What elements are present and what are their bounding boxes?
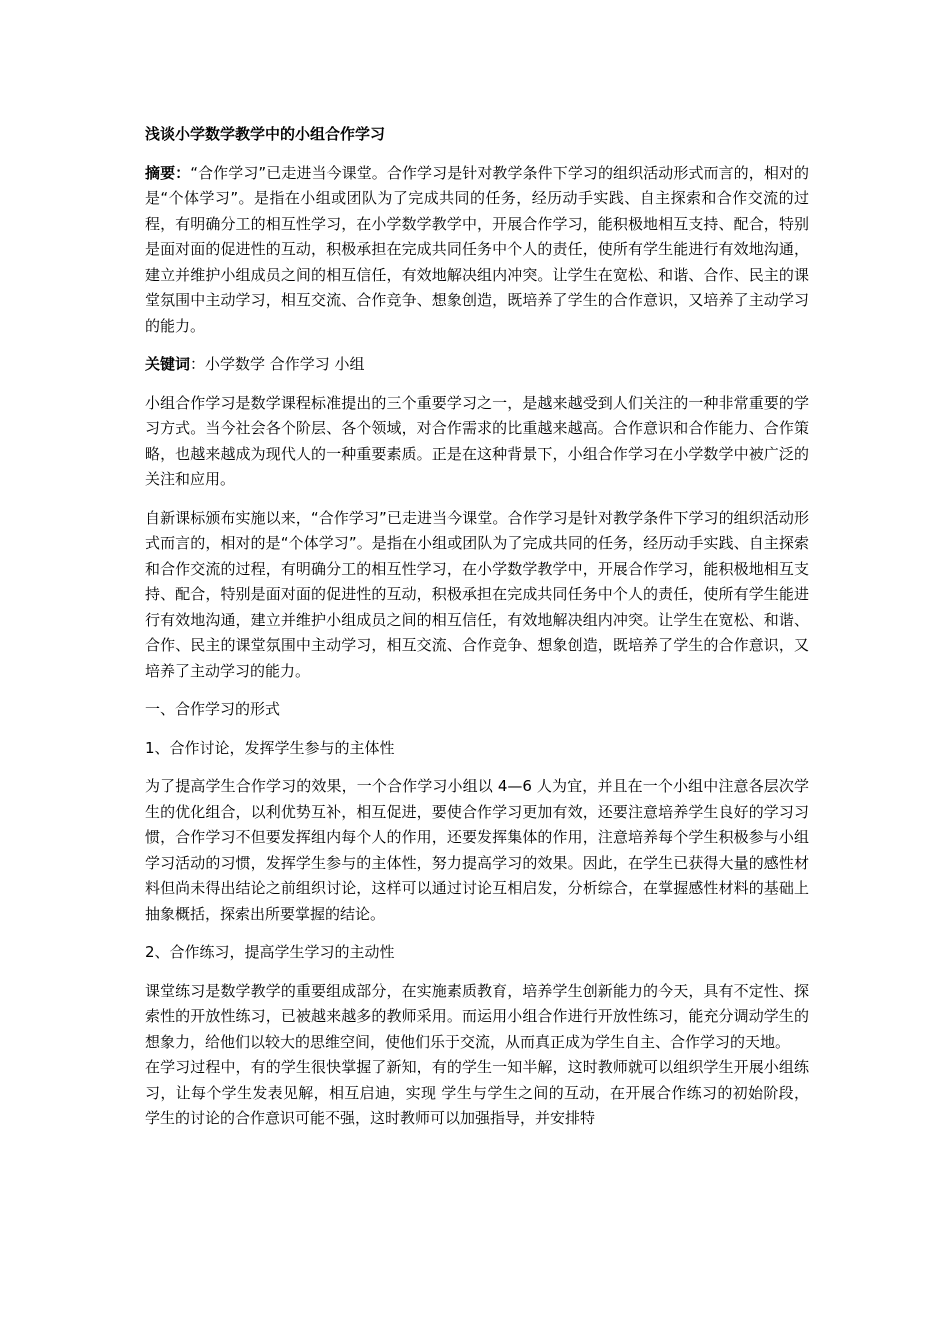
document-title: 浅谈小学数学教学中的小组合作学习 bbox=[145, 125, 386, 143]
body-paragraph: 为了提高学生合作学习的效果，一个合作学习小组以 4—6 人为宜，并且在一个小组中注意各层次学生的优化组合，以利优势互补，相互促进，要使合作学习更加有效，还要注意培养学生良好的学习习惯，合作学习不但要发挥组内每个人的作用，还要发挥集体的作用，注意培养每个学生积极参与小组学习活动的习惯，发挥学生参与的主体性，努力提高学习的效果。因此，在学生已获得大量的感性材料但尚未得出结论之前组织讨论，这样可以通过讨论互相启发，分析综合，在掌握感性材料的基础上抽象概括，探索出所要掌握的结论。 bbox=[145, 777, 809, 923]
subsection-heading: 2、合作练习，提高学生学习的主动性 bbox=[145, 943, 395, 961]
keywords-text: ：小学数学 合作学习 小组 bbox=[190, 355, 365, 373]
section-heading: 一、合作学习的形式 bbox=[145, 700, 281, 718]
abstract-paragraph bbox=[145, 161, 809, 340]
keywords-label: 关键词 bbox=[145, 355, 191, 373]
document-page bbox=[145, 122, 809, 1132]
abstract-text: “合作学习”已走进当今课堂。合作学习是针对教学条件下学习的组织活动形式而言的，相对的是“个体学习”。是指在小组或团队为了完成共同的任务，经历动手实践、自主探索和合作交流的过程，有明确分工的相互性学习，在小学数学教学中，开展合作学习，能积极地相互支持、配合，特别是面对面的促进性的互动，积极承担在完成共同任务中个人的责任，使所有学生能进行有效地沟通，建立并维护小组成员之间的相互信任，有效地解决组内冲突。让学生在宽松、和谐、合作、民主的课堂氛围中主动学习，相互交流、合作竞争、想象创造，既培养了学生的合作意识，又培养了主动学习的能力。 bbox=[145, 163, 809, 335]
body-paragraph: 小组合作学习是数学课程标准提出的三个重要学习之一，是越来越受到人们关注的一种非常重要的学习方式。当今社会各个阶层、各个领域，对合作需求的比重越来越高。合作意识和合作能力、合作策略，也越来越成为现代人的一种重要素质。正是在这种背景下，小组合作学习在小学数学中被广泛的关注和应用。 bbox=[145, 393, 809, 488]
subsection-heading: 1、合作讨论，发挥学生参与的主体性 bbox=[145, 738, 395, 757]
body-paragraph: 自新课标颁布实施以来，“合作学习”已走进当今课堂。合作学习是针对教学条件下学习的组织活动形式而言的，相对的是“个体学习”。是指在小组或团队为了完成共同的任务，经历动手实践、自主探索和合作交流的过程，有明确分工的相互性学习，在小学数学教学中，开展合作学习，能积极地相互支持、配合，特别是面对面的促进性的互动，积极承担在完成共同任务中个人的责任，使所有学生能进行有效地沟通，建立并维护小组成员之间的相互信任，有效地解决组内冲突。让学生在宽松、和谐、合作、民主的课堂氛围中主动学习，相互交流、合作竞争、想象创造，既培养了学生的合作意识，又培养了主动学习的能力。 bbox=[145, 508, 809, 680]
body-paragraph: 课堂练习是数学教学的重要组成部分，在实施素质教育，培养学生创新能力的今天，具有不定性、探索性的开放性练习，已被越来越多的教师采用。而运用小组合作进行开放性练习，能充分调动学生的想象力，给他们以较大的思维空间，使他们乐于交流，从而真正成为学生自主、合作学习的天地。 bbox=[145, 981, 809, 1051]
keywords-paragraph bbox=[145, 352, 809, 378]
body-paragraph: 在学习过程中，有的学生很快掌握了新知，有的学生一知半解，这时教师就可以组织学生开展小组练习，让每个学生发表见解，相互启迪，实现 学生与学生之间的互动，在开展合作练习的初始阶段，学生的讨论的合作意识可能不强，这时教师可以加强指导，并安排特 bbox=[145, 1058, 809, 1127]
abstract-label: 摘要： bbox=[145, 163, 191, 182]
